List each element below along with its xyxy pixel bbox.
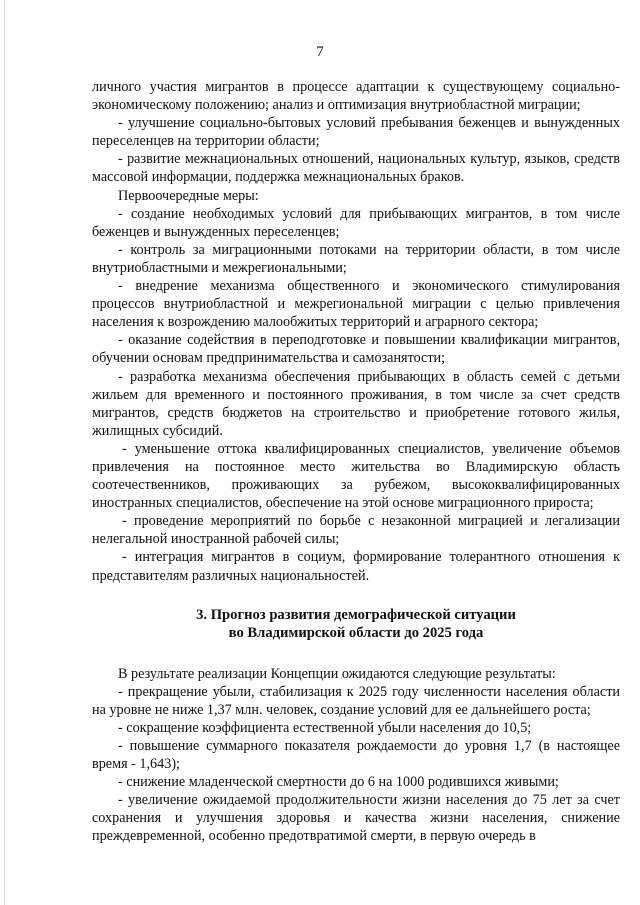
bullet-item: - улучшение социально-бытовых условий пребывания беженцев и вынужденных переселенцев на территории области; <box>92 115 620 150</box>
bullet-item: - проведение мероприятий по борьбе с незаконной миграцией и легализации нелегальной иностранной рабочей силы; <box>92 513 620 548</box>
paragraph: личного участия мигрантов в процессе адаптации к существующему социально-экономическому положению; анализ и оптимизация внутриобластной миграции; <box>92 79 620 114</box>
section-heading-line-2: во Владимирской области до 2025 года <box>228 625 484 642</box>
document-body <box>92 78 620 846</box>
bullet-item: - уменьшение оттока квалифицированных специалистов, увеличение объемов привлечения на постоянное место жительства во Владимирскую область соотечественников, проживающих за рубежом, высококвалифицированных иностранных специалистов, обеспечение на этой основе миграционного прироста; <box>92 440 620 512</box>
bullet-item: - контроль за миграционными потоками на территории области, в том числе внутриобластными и межрегиональными; <box>92 241 620 276</box>
bullet-item: - оказание содействия в переподготовке и повышении квалификации мигрантов, обучении основам предпринимательства и самозанятости; <box>92 332 620 367</box>
paragraph: В результате реализации Концепции ожидаются следующие результаты: <box>118 665 556 682</box>
bullet-item: - снижение младенческой смертности до 6 на 1000 родившихся живыми; <box>118 774 559 791</box>
bullet-item: - повышение суммарного показателя рождаемости до уровня 1,7 (в настоящее время - 1,643); <box>92 738 620 773</box>
bullet-item: - увеличение ожидаемой продолжительности жизни населения до 75 лет за счет сохранения и улучшения здоровья и качества жизни населения, снижение преждевременной, особенно предотвратимой смерти, в первую очередь в <box>92 792 620 845</box>
page-number: 7 <box>316 44 324 60</box>
page-edge-line <box>4 0 5 905</box>
bullet-item: - создание необходимых условий для прибывающих мигрантов, в том числе беженцев и вынужденных переселенцев; <box>92 205 620 240</box>
bullet-item: - внедрение механизма общественного и экономического стимулирования процессов внутриобластной и межрегиональной миграции с целью привлечения населения к возрождению малообжитых территорий и аграрного сектора; <box>92 278 620 331</box>
bullet-item: - интеграция мигрантов в социум, формирование толерантного отношения к представителям различных национальностей. <box>92 549 620 584</box>
section-heading-line-1: 3. Прогноз развития демографической ситуации <box>196 606 516 623</box>
bullet-item: - прекращение убыли, стабилизация к 2025 году численности населения области на уровне не ниже 1,37 млн. человек, создание условий для ее дальнейшего роста; <box>92 683 620 718</box>
section-heading <box>92 606 620 643</box>
bullet-item: - сокращение коэффициента естественной убыли населения до 10,5; <box>118 719 532 736</box>
bullet-item: - разработка механизма обеспечения прибывающих в область семей с детьми жильем для временного и постоянного проживания, в том числе за счет средств мигрантов, средств бюджетов на строительство и приобретение готового жилья, жилищных субсидий. <box>92 368 620 439</box>
bullet-item: - развитие межнациональных отношений, национальных культур, языков, средств массовой информации, поддержка межнациональных браков. <box>92 151 620 186</box>
subheading-priority-measures: Первоочередные меры: <box>118 187 259 204</box>
